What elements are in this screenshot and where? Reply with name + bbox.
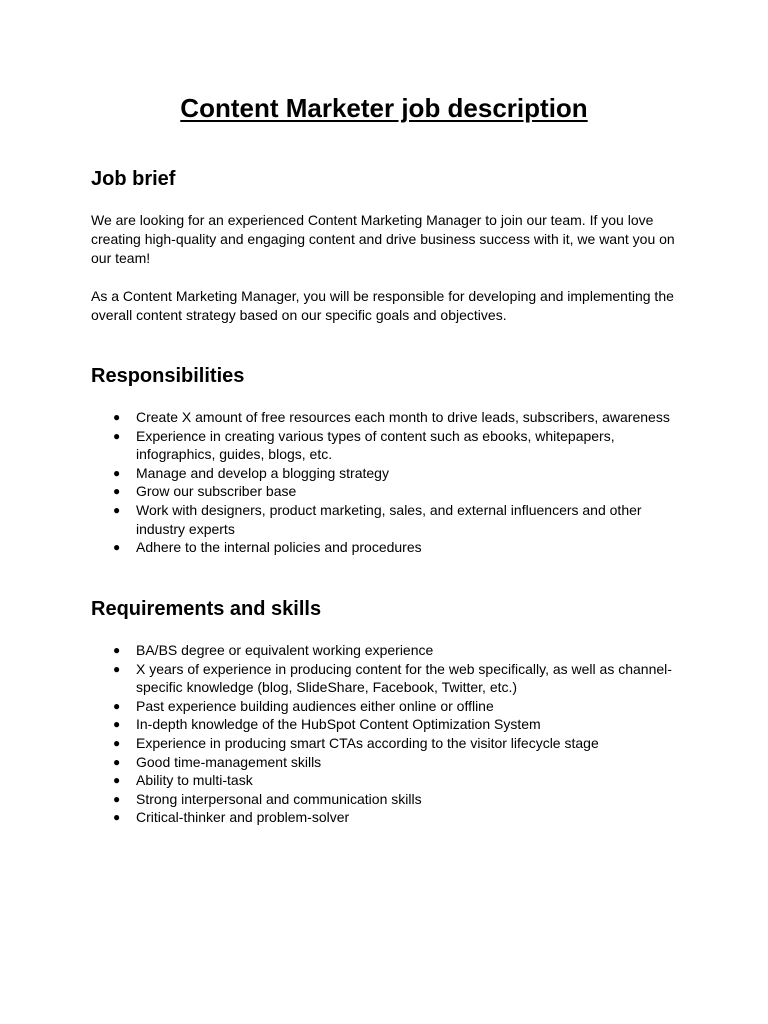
list-item: [91, 464, 681, 483]
document-title: Content Marketer job description: [180, 93, 588, 123]
list-item: [91, 734, 681, 753]
list-item-text: In-depth knowledge of the HubSpot Content Optimization System: [136, 716, 541, 733]
list-item-text: Adhere to the internal policies and procedures: [136, 539, 422, 556]
list-item-text: Strong interpersonal and communication skills: [136, 790, 422, 807]
bullet-icon: ●: [113, 540, 121, 555]
list-item-text: X years of experience in producing content for the web specifically, as well as channel-specific knowledge (blog, SlideShare, Facebook, Twitter, etc.): [136, 660, 672, 696]
list-item: [91, 501, 681, 538]
responsibilities-list: [91, 408, 681, 557]
list-item-text: BA/BS degree or equivalent working experience: [136, 642, 434, 658]
list-item-text: Experience in producing smart CTAs according to the visitor lifecycle stage: [136, 734, 599, 751]
bullet-icon: ●: [113, 502, 121, 517]
list-item: [91, 697, 681, 716]
bullet-icon: ●: [113, 698, 121, 713]
list-item: [91, 790, 681, 809]
list-item: [91, 482, 681, 501]
bullet-icon: ●: [113, 465, 121, 480]
list-item-text: Manage and develop a blogging strategy: [136, 464, 389, 481]
list-item-text: Good time-management skills: [136, 753, 322, 770]
list-item: [91, 427, 681, 464]
bullet-icon: ●: [113, 735, 121, 750]
list-item: [91, 538, 681, 557]
bullet-icon: ●: [113, 791, 121, 806]
list-item-text: Grow our subscriber base: [136, 483, 297, 500]
list-item: [91, 641, 681, 660]
list-item-text: Critical-thinker and problem-solver: [136, 809, 350, 826]
bullet-icon: ●: [113, 754, 121, 769]
list-item: [91, 808, 681, 827]
list-item-text: Create X amount of free resources each month to drive leads, subscribers, awareness: [136, 409, 670, 425]
section-heading-job-brief: Job brief: [91, 168, 176, 190]
list-item: [91, 753, 681, 772]
bullet-icon: ●: [113, 643, 121, 657]
bullet-icon: ●: [113, 410, 121, 424]
job-brief-paragraph: We are looking for an experienced Content Marketing Manager to join our team. If you love creating high-quality and engaging content and drive business success with it, we want you on our team!: [91, 212, 675, 266]
list-item-text: Experience in creating various types of content such as ebooks, whitepapers, infographics, guides, blogs, etc.: [136, 427, 615, 463]
bullet-icon: ●: [113, 484, 121, 499]
bullet-icon: ●: [113, 773, 121, 788]
list-item-text: Ability to multi-task: [136, 772, 253, 789]
list-item-text: Past experience building audiences either online or offline: [136, 697, 494, 714]
bullet-icon: ●: [113, 428, 121, 443]
list-item: [91, 715, 681, 734]
list-item: [91, 660, 681, 697]
bullet-icon: ●: [113, 810, 121, 825]
bullet-icon: ●: [113, 661, 121, 676]
list-item-text: Work with designers, product marketing, sales, and external influencers and other industry experts: [136, 501, 642, 537]
section-heading-responsibilities: Responsibilities: [91, 365, 245, 387]
list-item: [91, 408, 681, 427]
job-brief-paragraph: As a Content Marketing Manager, you will be responsible for developing and implementing the overall content strategy based on our specific goals and objectives.: [91, 288, 674, 323]
bullet-icon: ●: [113, 717, 121, 732]
requirements-list: [91, 641, 681, 827]
list-item: [91, 771, 681, 790]
section-heading-requirements: Requirements and skills: [91, 598, 322, 620]
